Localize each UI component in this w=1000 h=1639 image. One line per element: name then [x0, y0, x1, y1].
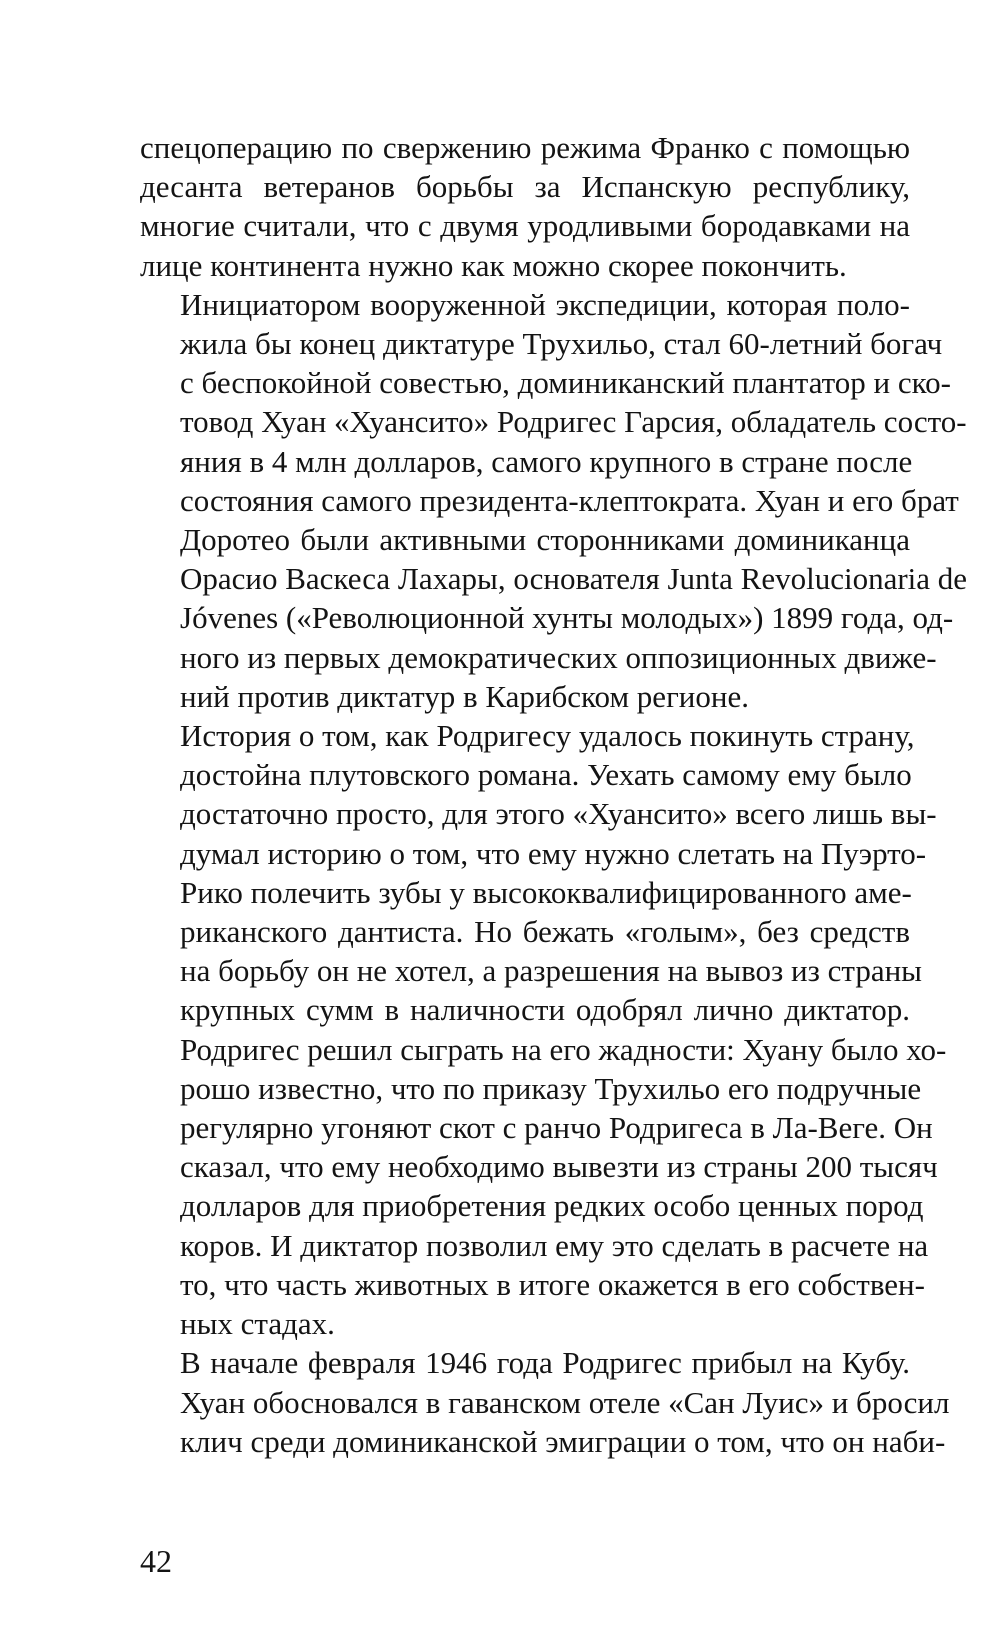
text-line: Jóvenes («Революционной хунты молодых») 1899 года, од- — [180, 600, 954, 636]
text-line: ного из первых демократических оппозиционных движе- — [180, 639, 937, 675]
paragraph-1 — [140, 128, 910, 285]
text-line: Рико полечить зубы у высококвалифицированного аме- — [180, 874, 912, 910]
text-line: достаточно просто, для этого «Хуансито» всего лишь вы- — [180, 796, 937, 832]
text-line: клич среди доминиканской эмиграции о том, что он наби- — [180, 1423, 946, 1459]
text-line: с беспокойной совестью, доминиканский плантатор и ско- — [180, 365, 951, 401]
text-line: то, что часть животных в итоге окажется в его собствен- — [180, 1266, 925, 1302]
paragraph-3 — [140, 716, 947, 1343]
text-line: яния в 4 млн долларов, самого крупного в стране после — [180, 443, 913, 479]
text-line: ний против диктатур в Карибском регионе. — [180, 678, 749, 714]
text-line: товод Хуан «Хуансито» Родригес Гарсия, обладатель состо- — [180, 404, 967, 440]
text-line: Хуан обосновался в гаванском отеле «Сан Луис» и бросил — [180, 1384, 950, 1420]
text-line: В начале февраля 1946 года Родригес прибыл на Кубу. — [180, 1345, 910, 1381]
text-line: Доротео были активными сторонниками доминиканца — [180, 522, 910, 558]
text-line: рошо известно, что по приказу Трухильо его подручные — [180, 1070, 922, 1106]
text-line: многие считали, что с двумя уродливыми бородавками на — [140, 208, 910, 244]
text-line: на борьбу он не хотел, а разрешения на вывоз из страны — [180, 953, 923, 989]
text-line: риканского дантиста. Но бежать «голым», без средств — [180, 914, 910, 950]
paragraph-2 — [140, 285, 968, 716]
text-line: жила бы конец диктатуре Трухильо, стал 60-летний богач — [180, 326, 943, 362]
text-line: История о том, как Родригесу удалось покинуть страну, — [180, 718, 915, 754]
page-number: 42 — [140, 1543, 172, 1579]
text-line: крупных сумм в наличности одобрял лично диктатор. — [180, 992, 910, 1028]
text-line: ных стадах. — [180, 1306, 335, 1342]
text-line: регулярно угоняют скот с ранчо Родригеса в Ла-Веге. Он — [180, 1110, 933, 1146]
text-line: Родригес решил сыграть на его жадности: Хуану было хо- — [180, 1031, 947, 1067]
text-line: спецоперацию по свержению режима Франко с помощью — [140, 130, 910, 165]
paragraph-4 — [140, 1343, 950, 1461]
text-line: думал историю о том, что ему нужно слетать на Пуэрто- — [180, 835, 927, 871]
text-line: Орасио Васкеса Лахары, основателя Junta Revolucionaria de — [180, 561, 968, 597]
text-line: достойна плутовского романа. Уехать самому ему было — [180, 757, 912, 793]
text-line: коров. И диктатор позволил ему это сделать в расчете на — [180, 1227, 929, 1263]
body-text — [140, 128, 968, 1461]
text-line: долларов для приобретения редких особо ценных пород — [180, 1188, 924, 1224]
text-line: десанта ветеранов борьбы за Испанскую республику, — [140, 169, 910, 205]
text-line: лице континента нужно как можно скорее покончить. — [140, 247, 847, 283]
text-line: сказал, что ему необходимо вывезти из страны 200 тысяч — [180, 1149, 938, 1185]
text-line: состояния самого президента-клептократа. Хуан и его брат — [180, 482, 959, 518]
text-line: Инициатором вооруженной экспедиции, которая поло- — [180, 286, 910, 322]
